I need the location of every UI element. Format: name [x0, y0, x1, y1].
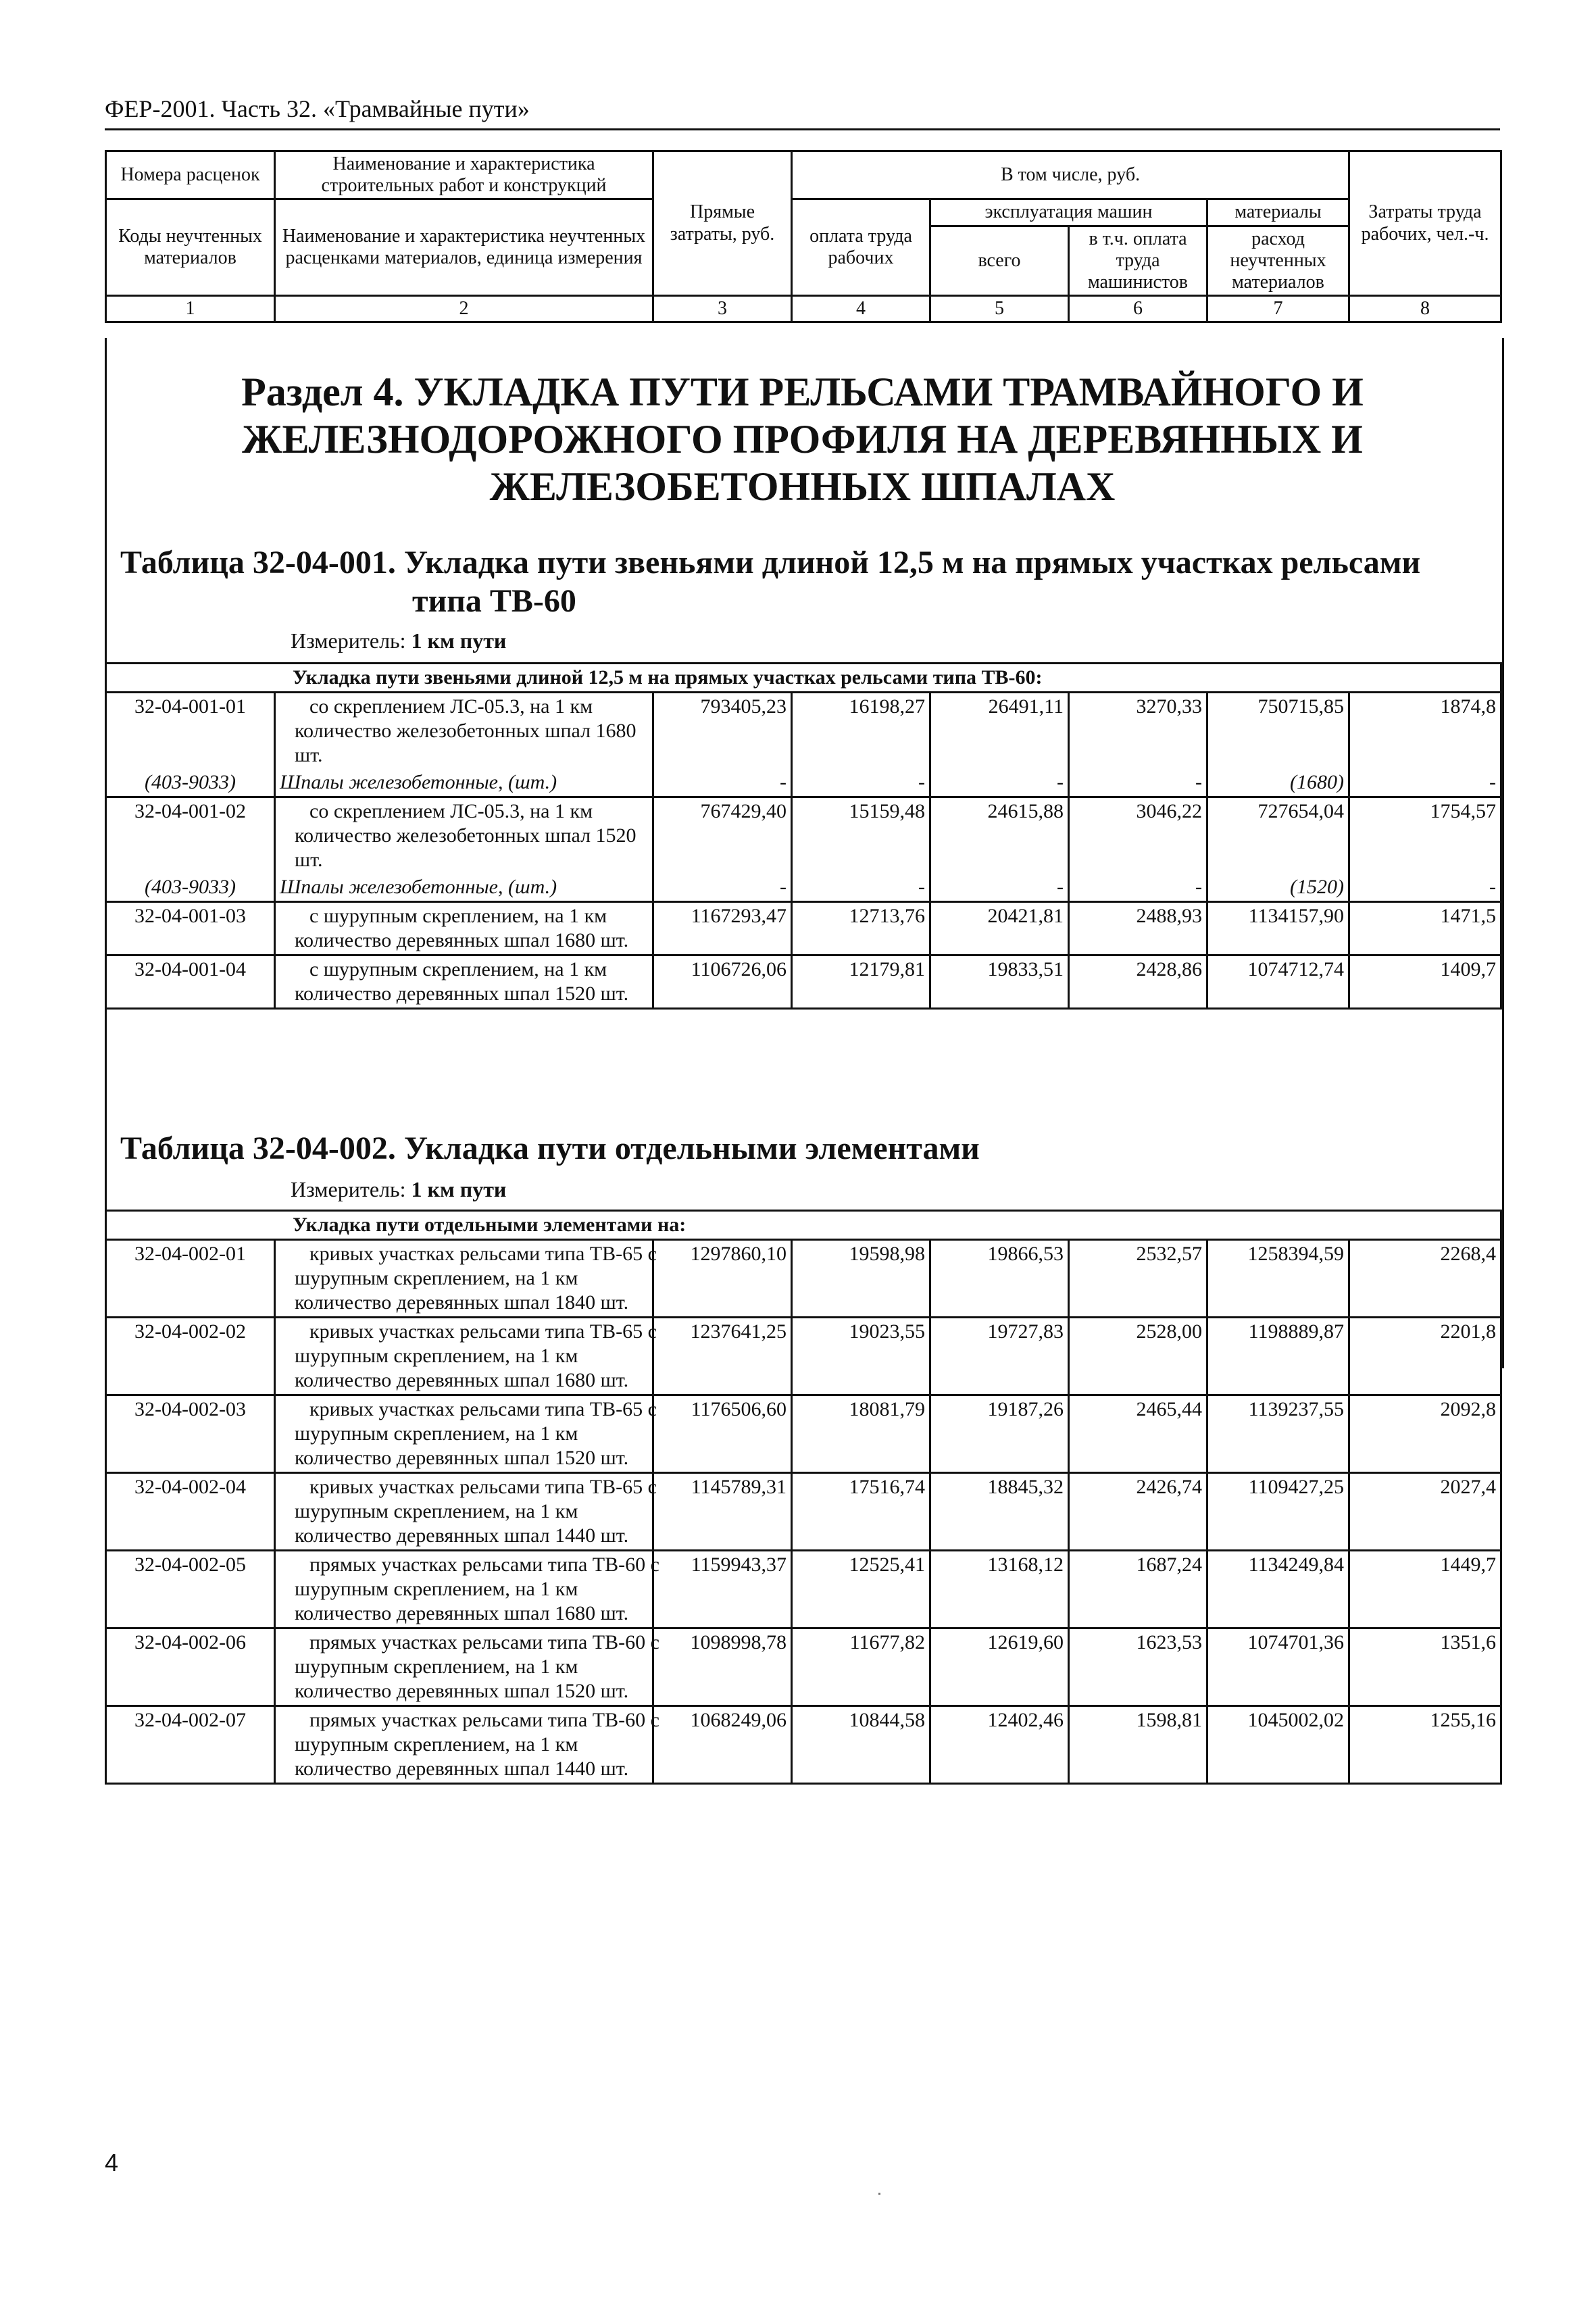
table-row: [106, 1706, 1501, 1784]
incl-header: В том числе, руб.: [792, 151, 1349, 199]
material-rate-description: Шпалы железобетонные, (шт.): [275, 769, 653, 797]
labor-hours: 1351,6: [1349, 1628, 1501, 1706]
material-direct-costs: -: [653, 769, 792, 797]
table-row: [106, 1318, 1501, 1395]
section-title: Раздел 4. УКЛАДКА ПУТИ РЕЛЬСАМИ ТРАМВАЙНОГО И ЖЕЛЕЗНОДОРОЖНОГО ПРОФИЛЯ НА ДЕРЕВЯННЫХ И ЖЕЛЕЗОБЕТОННЫХ ШПАЛАХ: [241, 370, 1364, 509]
machinist-wages: 1623,53: [1069, 1628, 1207, 1706]
running-header: ФЕР-2001. Часть 32. «Трамвайные пути»: [105, 95, 530, 122]
labor-hours: 1449,7: [1349, 1551, 1501, 1628]
rate-description: кривых участках рельсами типа ТВ-65 с шурупным скреплением, на 1 км количество деревянных шпал 1840 шт.: [275, 1240, 653, 1318]
material-costs: 1198889,87: [1207, 1318, 1349, 1395]
labor-wages: 11677,82: [792, 1628, 930, 1706]
meter-value: 1 км пути: [411, 628, 507, 653]
machinist-wages: 2528,00: [1069, 1318, 1207, 1395]
unaccounted-material-row: [106, 769, 1501, 797]
table-row: [106, 693, 1501, 770]
machine-costs-total: 12402,46: [930, 1706, 1069, 1784]
table1-title-line2: типа ТВ-60: [412, 583, 576, 619]
labor-hours: 2027,4: [1349, 1473, 1501, 1551]
material-machinist-wages: -: [1069, 874, 1207, 902]
col1-top: Номера расценок: [106, 151, 275, 199]
machinist-wages: 3046,22: [1069, 797, 1207, 874]
table2-title: Таблица 32-04-002. Укладка пути отдельными элементами: [120, 1130, 980, 1166]
material-machine-costs-total: -: [930, 874, 1069, 902]
machine-costs-total: 19866,53: [930, 1240, 1069, 1318]
material-material-costs: (1680): [1207, 769, 1349, 797]
unaccounted-material-row: [106, 874, 1501, 902]
machinist-wages: 3270,33: [1069, 693, 1207, 770]
direct-costs: 1159943,37: [653, 1551, 792, 1628]
machinist-wages: 2532,57: [1069, 1240, 1207, 1318]
col8-header: Затраты труда рабочих, чел.-ч.: [1349, 151, 1501, 296]
table-row: [106, 1551, 1501, 1628]
labor-wages: 10844,58: [792, 1706, 930, 1784]
machine-costs-total: 19187,26: [930, 1395, 1069, 1473]
direct-costs: 1297860,10: [653, 1240, 792, 1318]
material-costs: 1109427,25: [1207, 1473, 1349, 1551]
col-number: 2: [275, 296, 653, 322]
labor-hours: 2201,8: [1349, 1318, 1501, 1395]
col-number: 7: [1207, 296, 1349, 322]
labor-wages: 12179,81: [792, 955, 930, 1009]
material-costs: 1074712,74: [1207, 955, 1349, 1009]
meter-label: Измеритель:: [291, 628, 406, 653]
labor-hours: 2092,8: [1349, 1395, 1501, 1473]
labor-hours: 2268,4: [1349, 1240, 1501, 1318]
materials-header: материалы: [1207, 199, 1349, 226]
table2-group-label: Укладка пути отдельными элементами на:: [106, 1211, 1501, 1240]
direct-costs: 1098998,78: [653, 1628, 792, 1706]
machine-costs-total: 13168,12: [930, 1551, 1069, 1628]
rate-description: кривых участках рельсами типа ТВ-65 с шурупным скреплением, на 1 км количество деревянных шпал 1520 шт.: [275, 1395, 653, 1473]
machinist-wages: 2488,93: [1069, 902, 1207, 955]
table2: [105, 1210, 1500, 1785]
material-labor-wages: -: [792, 769, 930, 797]
col-number: 8: [1349, 296, 1501, 322]
table1-group-label: Укладка пути звеньями длиной 12,5 м на прямых участках рельсами типа ТВ-60:: [106, 664, 1501, 693]
col6-header: в т.ч. оплата труда машинистов: [1069, 226, 1207, 296]
rate-code: 32-04-002-02: [106, 1318, 275, 1395]
machines-header: эксплуатация машин: [930, 199, 1207, 226]
direct-costs: 1106726,06: [653, 955, 792, 1009]
labor-wages: 18081,79: [792, 1395, 930, 1473]
machinist-wages: 2428,86: [1069, 955, 1207, 1009]
labor-wages: 17516,74: [792, 1473, 930, 1551]
col4-header: оплата труда рабочих: [792, 199, 930, 296]
material-costs: 1134249,84: [1207, 1551, 1349, 1628]
table2-meter: [291, 1177, 506, 1202]
column-header: [105, 150, 1500, 323]
page-number: 4: [105, 2149, 119, 2176]
machine-costs-total: 20421,81: [930, 902, 1069, 955]
material-direct-costs: -: [653, 874, 792, 902]
col7-header: расход неучтенных материалов: [1207, 226, 1349, 296]
rate-code: 32-04-001-03: [106, 902, 275, 955]
meter-label: Измеритель:: [291, 1177, 406, 1201]
material-labor-wages: -: [792, 874, 930, 902]
col1-bottom: Коды неучтенных материалов: [106, 199, 275, 296]
rate-description: кривых участках рельсами типа ТВ-65 с шурупным скреплением, на 1 км количество деревянных шпал 1440 шт.: [275, 1473, 653, 1551]
labor-hours: 1874,8: [1349, 693, 1501, 770]
material-rate-code: (403-9033): [106, 769, 275, 797]
col3-header: Прямые затраты, руб.: [653, 151, 792, 296]
col2-bottom: Наименование и характеристика неучтенных расценками материалов, единица измерения: [275, 199, 653, 296]
col-number: 6: [1069, 296, 1207, 322]
labor-wages: 12713,76: [792, 902, 930, 955]
machinist-wages: 1687,24: [1069, 1551, 1207, 1628]
direct-costs: 1167293,47: [653, 902, 792, 955]
material-material-costs: (1520): [1207, 874, 1349, 902]
rate-code: 32-04-002-01: [106, 1240, 275, 1318]
rate-description: прямых участках рельсами типа ТВ-60 с шурупным скреплением, на 1 км количество деревянных шпал 1520 шт.: [275, 1628, 653, 1706]
meter-value: 1 км пути: [411, 1177, 507, 1201]
machine-costs-total: 19727,83: [930, 1318, 1069, 1395]
machine-costs-total: 19833,51: [930, 955, 1069, 1009]
table1-meter: [291, 628, 506, 653]
table-row: [106, 1473, 1501, 1551]
machinist-wages: 2426,74: [1069, 1473, 1207, 1551]
material-rate-code: (403-9033): [106, 874, 275, 902]
col-number: 4: [792, 296, 930, 322]
material-rate-description: Шпалы железобетонные, (шт.): [275, 874, 653, 902]
table2-group-row: [106, 1211, 1501, 1240]
machine-costs-total: 18845,32: [930, 1473, 1069, 1551]
table-row: [106, 955, 1501, 1009]
rate-description: со скреплением ЛС-05.3, на 1 км количество железобетонных шпал 1680 шт.: [275, 693, 653, 770]
scan-speck: [878, 2193, 880, 2195]
direct-costs: 1068249,06: [653, 1706, 792, 1784]
direct-costs: 1176506,60: [653, 1395, 792, 1473]
rate-description: с шурупным скреплением, на 1 км количество деревянных шпал 1520 шт.: [275, 955, 653, 1009]
rate-code: 32-04-002-04: [106, 1473, 275, 1551]
table1-grid: [105, 662, 1502, 1010]
material-machine-costs-total: -: [930, 769, 1069, 797]
machinist-wages: 1598,81: [1069, 1706, 1207, 1784]
table-row: [106, 1240, 1501, 1318]
col5-header: всего: [930, 226, 1069, 296]
table-row: [106, 902, 1501, 955]
direct-costs: 1145789,31: [653, 1473, 792, 1551]
rate-code: 32-04-002-06: [106, 1628, 275, 1706]
column-header-table: [105, 150, 1502, 323]
rate-code: 32-04-001-02: [106, 797, 275, 874]
labor-wages: 19598,98: [792, 1240, 930, 1318]
table2-grid: [105, 1210, 1502, 1785]
col-number: 5: [930, 296, 1069, 322]
material-machinist-wages: -: [1069, 769, 1207, 797]
table1-group-row: [106, 664, 1501, 693]
labor-wages: 16198,27: [792, 693, 930, 770]
material-costs: 1258394,59: [1207, 1240, 1349, 1318]
labor-wages: 12525,41: [792, 1551, 930, 1628]
labor-wages: 19023,55: [792, 1318, 930, 1395]
labor-hours: 1409,7: [1349, 955, 1501, 1009]
labor-hours: 1754,57: [1349, 797, 1501, 874]
table1: [105, 662, 1500, 1010]
col2-top: Наименование и характеристика строительных работ и конструкций: [275, 151, 653, 199]
table-row: [106, 797, 1501, 874]
material-costs: 1045002,02: [1207, 1706, 1349, 1784]
material-labor-hours: -: [1349, 874, 1501, 902]
rate-description: кривых участках рельсами типа ТВ-65 с шурупным скреплением, на 1 км количество деревянных шпал 1680 шт.: [275, 1318, 653, 1395]
rate-description: прямых участках рельсами типа ТВ-60 с шурупным скреплением, на 1 км количество деревянных шпал 1440 шт.: [275, 1706, 653, 1784]
material-labor-hours: -: [1349, 769, 1501, 797]
col-number: 3: [653, 296, 792, 322]
direct-costs: 1237641,25: [653, 1318, 792, 1395]
machine-costs-total: 12619,60: [930, 1628, 1069, 1706]
machine-costs-total: 24615,88: [930, 797, 1069, 874]
rate-description: со скреплением ЛС-05.3, на 1 км количество железобетонных шпал 1520 шт.: [275, 797, 653, 874]
labor-wages: 15159,48: [792, 797, 930, 874]
rate-code: 32-04-001-01: [106, 693, 275, 770]
machine-costs-total: 26491,11: [930, 693, 1069, 770]
rate-description: с шурупным скреплением, на 1 км количество деревянных шпал 1680 шт.: [275, 902, 653, 955]
col-number: 1: [106, 296, 275, 322]
rate-code: 32-04-002-03: [106, 1395, 275, 1473]
labor-hours: 1255,16: [1349, 1706, 1501, 1784]
rate-code: 32-04-001-04: [106, 955, 275, 1009]
material-costs: 727654,04: [1207, 797, 1349, 874]
table-row: [106, 1395, 1501, 1473]
table-row: [106, 1628, 1501, 1706]
table1-title-line1: Таблица 32-04-001. Укладка пути звеньями длиной 12,5 м на прямых участках рельсами: [120, 545, 1421, 580]
material-costs: 1074701,36: [1207, 1628, 1349, 1706]
labor-hours: 1471,5: [1349, 902, 1501, 955]
rate-code: 32-04-002-07: [106, 1706, 275, 1784]
header-rule: [105, 128, 1500, 130]
direct-costs: 793405,23: [653, 693, 792, 770]
column-number-row: [106, 296, 1501, 322]
material-costs: 1139237,55: [1207, 1395, 1349, 1473]
direct-costs: 767429,40: [653, 797, 792, 874]
rate-code: 32-04-002-05: [106, 1551, 275, 1628]
machinist-wages: 2465,44: [1069, 1395, 1207, 1473]
material-costs: 750715,85: [1207, 693, 1349, 770]
material-costs: 1134157,90: [1207, 902, 1349, 955]
rate-description: прямых участках рельсами типа ТВ-60 с шурупным скреплением, на 1 км количество деревянных шпал 1680 шт.: [275, 1551, 653, 1628]
